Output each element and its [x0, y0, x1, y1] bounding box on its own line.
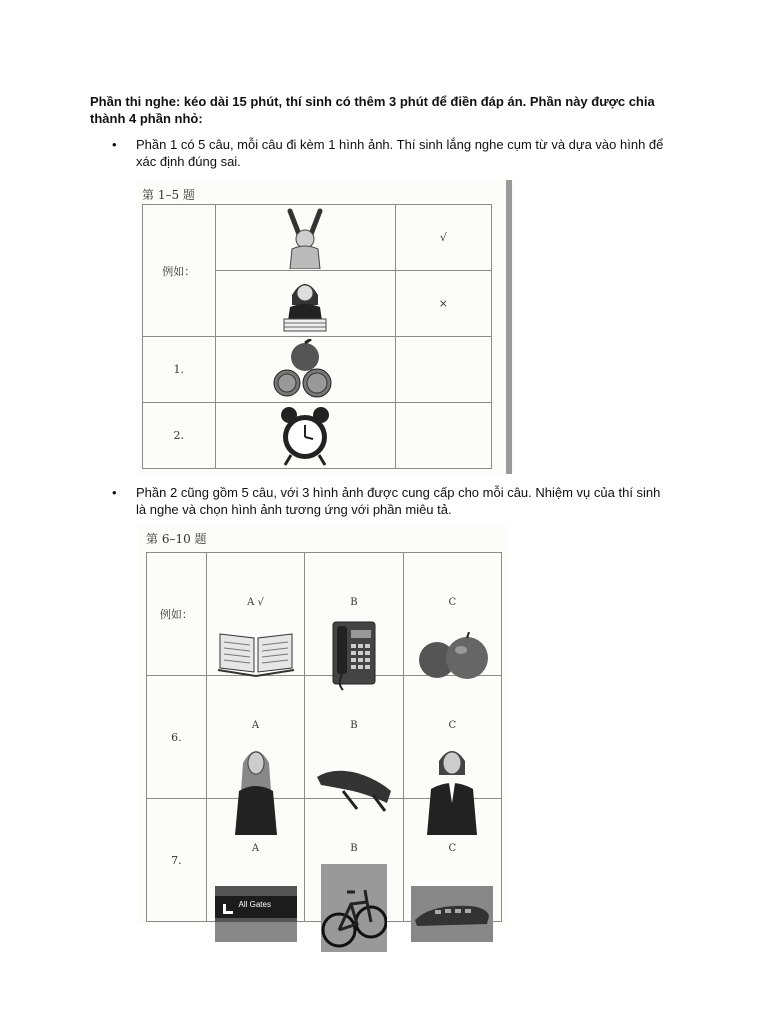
bicycle-image [321, 864, 387, 952]
option-cell [403, 799, 501, 922]
bullet-part1 [112, 136, 672, 170]
option-letter: A [251, 843, 260, 854]
option-cell [305, 799, 403, 922]
option-letter: A [251, 720, 260, 731]
option-cell [403, 676, 501, 799]
option-cell [206, 553, 304, 676]
part1-exam-scan [138, 180, 514, 474]
table-row [147, 676, 502, 799]
question-number: 7. [147, 799, 207, 922]
part2-title: 第 6–10 题 [146, 532, 207, 546]
mark-correct: √ [395, 205, 491, 271]
open-book-image [216, 626, 296, 678]
option-letter: B [350, 843, 358, 854]
option-cell [206, 799, 304, 922]
train-image [411, 886, 493, 942]
mark-empty [395, 403, 491, 469]
bullet-text: Phần 1 có 5 câu, mỗi câu đi kèm 1 hình ảnh. Thí sinh lắng nghe cụm từ và dựa vào hình để xác định đúng sai. [136, 137, 664, 169]
bullet-dot: • [112, 485, 117, 500]
question-number: 1. [143, 337, 216, 403]
airport-sign-image [215, 886, 297, 942]
question-number: 6. [147, 676, 207, 799]
part1-title: 第 1–5 题 [142, 188, 195, 202]
option-cell [305, 553, 403, 676]
table-row [143, 403, 492, 469]
option-letter: C [448, 720, 457, 731]
part2-table [146, 552, 502, 922]
option-letter: A √ [247, 597, 264, 608]
section-heading: Phần thi nghe: kéo dài 15 phút, thí sinh có thêm 3 phút để điền đáp án. Phần này được chia thành 4 phần nhỏ: [90, 94, 655, 126]
option-letter: B [350, 597, 358, 608]
child-raising-arms-image [215, 205, 395, 271]
option-letter: C [448, 597, 457, 608]
bullet-part2 [112, 484, 672, 518]
alarm-clock-image [215, 403, 395, 469]
option-cell [305, 676, 403, 799]
option-letter: B [350, 720, 358, 731]
question-number: 2. [143, 403, 216, 469]
table-row [143, 337, 492, 403]
bullet-text: Phần 2 cũng gồm 5 câu, với 3 hình ảnh được cung cấp cho mỗi câu. Nhiệm vụ của thí sinh là nghe và chọn hình ảnh tương ứng với phần miêu tả. [136, 485, 661, 517]
part2-exam-scan [138, 524, 508, 924]
example-label: 例如： [147, 553, 207, 676]
option-letter: C [448, 843, 457, 854]
table-row [143, 205, 492, 271]
option-cell [206, 676, 304, 799]
sign-text: All Gates [238, 900, 271, 909]
option-cell [403, 553, 501, 676]
scan-edge [506, 180, 512, 474]
bullet-dot: • [112, 137, 117, 152]
table-row [147, 799, 502, 922]
example-label: 例如： [143, 205, 216, 337]
oranges-image [215, 337, 395, 403]
mark-wrong: × [395, 271, 491, 337]
table-row [147, 553, 502, 676]
girl-holding-books-image [215, 271, 395, 337]
mark-empty [395, 337, 491, 403]
arrow-down-left-icon [223, 904, 233, 914]
part1-table [142, 204, 492, 469]
